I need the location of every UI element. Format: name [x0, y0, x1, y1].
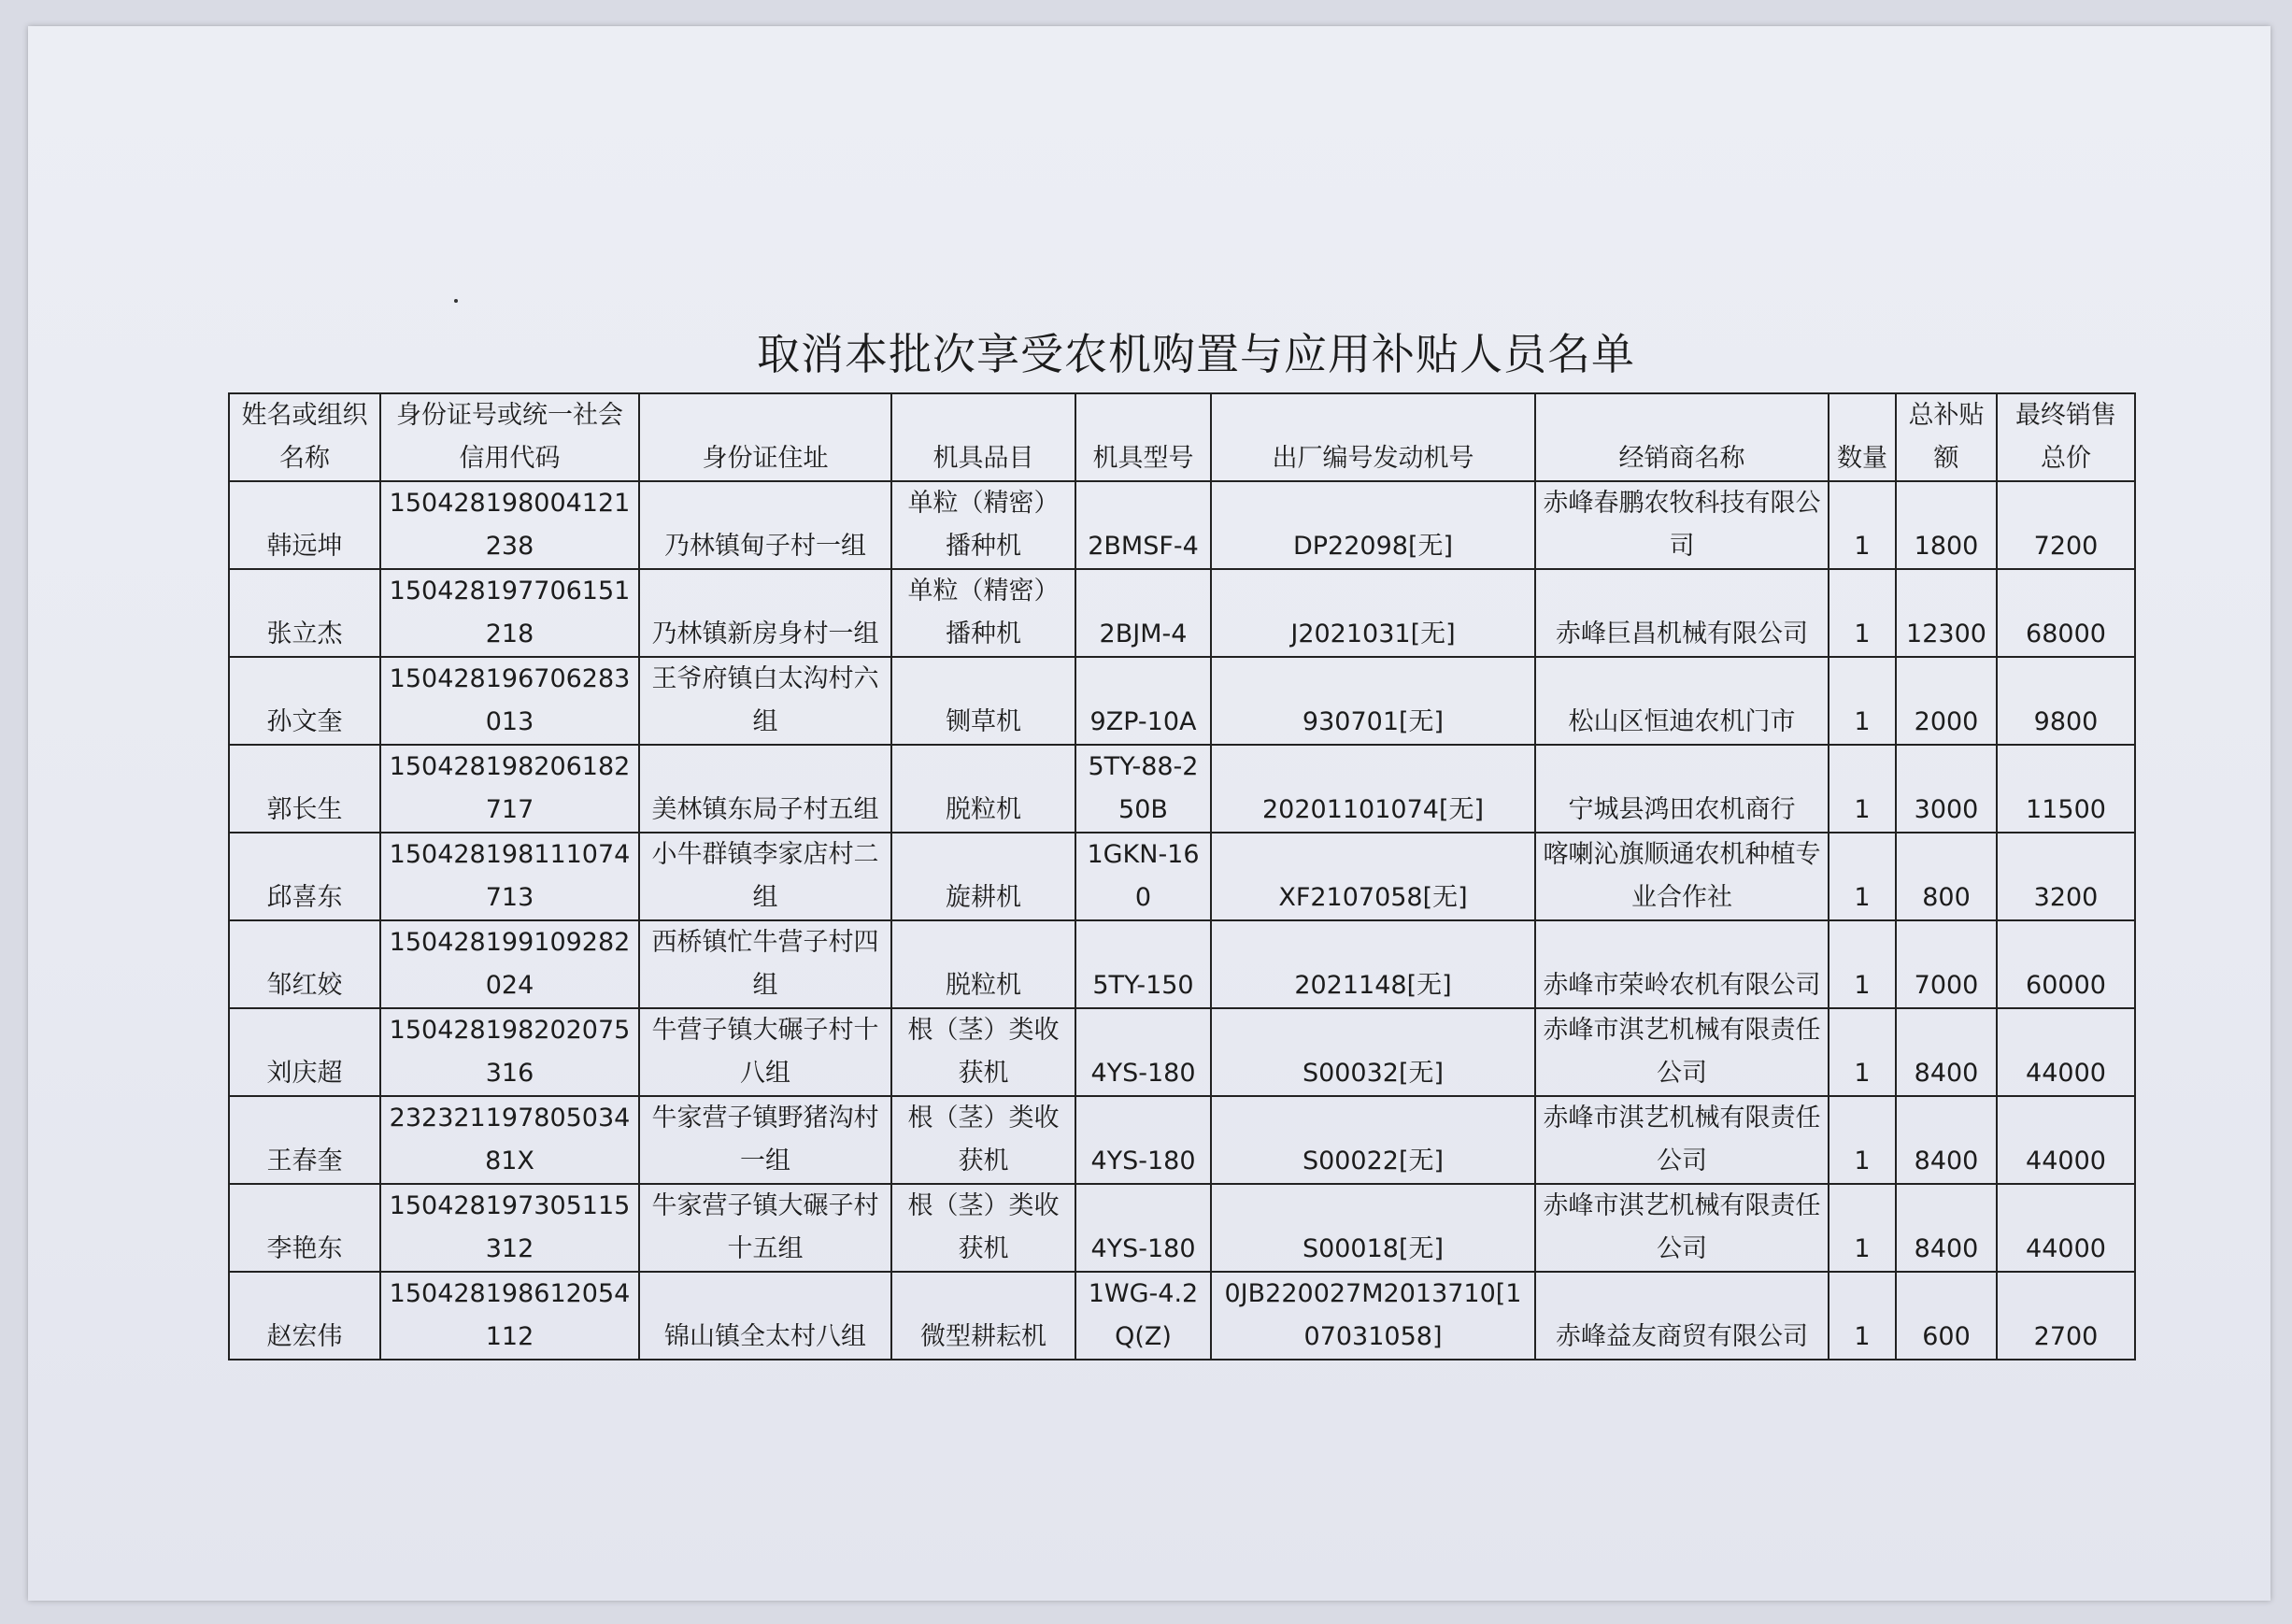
cell-dealer: 赤峰市淇艺机械有限责任公司 [1535, 1096, 1829, 1184]
cell-subsidy: 1800 [1896, 481, 1997, 569]
table-row [229, 1272, 2135, 1360]
cell-category: 根（茎）类收获机 [891, 1008, 1075, 1096]
cell-name: 赵宏伟 [229, 1272, 380, 1360]
cell-name: 韩远坤 [229, 481, 380, 569]
cell-model: 2BMSF-4 [1075, 481, 1211, 569]
cell-dealer: 赤峰市淇艺机械有限责任公司 [1535, 1184, 1829, 1272]
cell-model: 4YS-180 [1075, 1008, 1211, 1096]
cell-serial: 2021148[无] [1211, 920, 1535, 1008]
cell-subsidy: 8400 [1896, 1184, 1997, 1272]
cell-subsidy: 12300 [1896, 569, 1997, 657]
cell-id-number: 150428198612054112 [380, 1272, 639, 1360]
cell-quantity: 1 [1829, 833, 1896, 920]
document-title: 取消本批次享受农机购置与应用补贴人员名单 [757, 329, 1635, 379]
header-category: 机具品目 [891, 393, 1075, 481]
cell-serial: XF2107058[无] [1211, 833, 1535, 920]
cell-category: 单粒（精密）播种机 [891, 481, 1075, 569]
cell-quantity: 1 [1829, 1272, 1896, 1360]
header-dealer: 经销商名称 [1535, 393, 1829, 481]
table-row [229, 657, 2135, 745]
table-row [229, 569, 2135, 657]
cell-id-number: 150428198202075316 [380, 1008, 639, 1096]
cell-id-number: 150428199109282024 [380, 920, 639, 1008]
cell-model: 1GKN-160 [1075, 833, 1211, 920]
cell-dealer: 赤峰春鹏农牧科技有限公司 [1535, 481, 1829, 569]
cell-dealer: 赤峰巨昌机械有限公司 [1535, 569, 1829, 657]
cell-category: 微型耕耘机 [891, 1272, 1075, 1360]
cell-model: 2BJM-4 [1075, 569, 1211, 657]
cell-model: 5TY-88-250B [1075, 745, 1211, 833]
cell-serial: J2021031[无] [1211, 569, 1535, 657]
table-row [229, 1184, 2135, 1272]
cell-subsidy: 8400 [1896, 1096, 1997, 1184]
cell-subsidy: 3000 [1896, 745, 1997, 833]
cell-id-number: 150428197706151218 [380, 569, 639, 657]
cell-serial: S00022[无] [1211, 1096, 1535, 1184]
cell-model: 9ZP-10A [1075, 657, 1211, 745]
cell-id-number: 23232119780503481X [380, 1096, 639, 1184]
cell-name: 郭长生 [229, 745, 380, 833]
cell-subsidy: 8400 [1896, 1008, 1997, 1096]
cell-name: 王春奎 [229, 1096, 380, 1184]
cell-id-number: 150428196706283013 [380, 657, 639, 745]
cell-category: 根（茎）类收获机 [891, 1096, 1075, 1184]
cell-subsidy: 2000 [1896, 657, 1997, 745]
cell-category: 铡草机 [891, 657, 1075, 745]
cell-address: 美林镇东局子村五组 [639, 745, 891, 833]
cell-serial: 0JB220027M2013710[107031058] [1211, 1272, 1535, 1360]
paper-sheet [28, 26, 2271, 1601]
cell-name: 邱喜东 [229, 833, 380, 920]
cell-price: 60000 [1997, 920, 2135, 1008]
cell-address: 牛家营子镇野猪沟村一组 [639, 1096, 891, 1184]
header-subsidy: 总补贴额 [1896, 393, 1997, 481]
cell-dealer: 赤峰市荣岭农机有限公司 [1535, 920, 1829, 1008]
cell-price: 44000 [1997, 1184, 2135, 1272]
header-name: 姓名或组织名称 [229, 393, 380, 481]
cell-name: 刘庆超 [229, 1008, 380, 1096]
cell-quantity: 1 [1829, 1096, 1896, 1184]
cell-subsidy: 7000 [1896, 920, 1997, 1008]
cell-price: 3200 [1997, 833, 2135, 920]
header-id: 身份证号或统一社会信用代码 [380, 393, 639, 481]
cell-category: 单粒（精密）播种机 [891, 569, 1075, 657]
cell-quantity: 1 [1829, 569, 1896, 657]
cell-address: 牛营子镇大碾子村十八组 [639, 1008, 891, 1096]
cell-subsidy: 600 [1896, 1272, 1997, 1360]
cell-name: 孙文奎 [229, 657, 380, 745]
header-address: 身份证住址 [639, 393, 891, 481]
cell-name: 张立杰 [229, 569, 380, 657]
cell-serial: 930701[无] [1211, 657, 1535, 745]
cell-name: 李艳东 [229, 1184, 380, 1272]
cell-price: 7200 [1997, 481, 2135, 569]
cell-quantity: 1 [1829, 920, 1896, 1008]
cell-dealer: 赤峰市淇艺机械有限责任公司 [1535, 1008, 1829, 1096]
cell-quantity: 1 [1829, 481, 1896, 569]
cell-model: 4YS-180 [1075, 1096, 1211, 1184]
cell-model: 5TY-150 [1075, 920, 1211, 1008]
table-header-row [229, 393, 2135, 481]
cell-quantity: 1 [1829, 657, 1896, 745]
header-price: 最终销售总价 [1997, 393, 2135, 481]
cell-serial: 20201101074[无] [1211, 745, 1535, 833]
header-serial: 出厂编号发动机号 [1211, 393, 1535, 481]
cell-address: 锦山镇全太村八组 [639, 1272, 891, 1360]
cell-quantity: 1 [1829, 745, 1896, 833]
cell-price: 11500 [1997, 745, 2135, 833]
cell-dealer: 松山区恒迪农机门市 [1535, 657, 1829, 745]
cell-id-number: 150428198111074713 [380, 833, 639, 920]
cell-price: 44000 [1997, 1096, 2135, 1184]
cell-dealer: 喀喇沁旗顺通农机种植专业合作社 [1535, 833, 1829, 920]
cell-category: 脱粒机 [891, 745, 1075, 833]
cell-address: 西桥镇忙牛营子村四组 [639, 920, 891, 1008]
cell-model: 1WG-4.2Q(Z) [1075, 1272, 1211, 1360]
cell-subsidy: 800 [1896, 833, 1997, 920]
subsidy-cancellation-table [228, 392, 2136, 1360]
header-qty: 数量 [1829, 393, 1896, 481]
table-row [229, 920, 2135, 1008]
header-model: 机具型号 [1075, 393, 1211, 481]
cell-serial: S00032[无] [1211, 1008, 1535, 1096]
cell-quantity: 1 [1829, 1008, 1896, 1096]
cell-category: 根（茎）类收获机 [891, 1184, 1075, 1272]
cell-address: 牛家营子镇大碾子村十五组 [639, 1184, 891, 1272]
cell-price: 68000 [1997, 569, 2135, 657]
cell-category: 脱粒机 [891, 920, 1075, 1008]
cell-name: 邹红姣 [229, 920, 380, 1008]
table-row [229, 1008, 2135, 1096]
cell-serial: S00018[无] [1211, 1184, 1535, 1272]
cell-price: 9800 [1997, 657, 2135, 745]
cell-dealer: 赤峰益友商贸有限公司 [1535, 1272, 1829, 1360]
cell-address: 乃林镇甸子村一组 [639, 481, 891, 569]
cell-address: 乃林镇新房身村一组 [639, 569, 891, 657]
cell-category: 旋耕机 [891, 833, 1075, 920]
cell-dealer: 宁城县鸿田农机商行 [1535, 745, 1829, 833]
cell-id-number: 150428198206182717 [380, 745, 639, 833]
table-row [229, 1096, 2135, 1184]
cell-serial: DP22098[无] [1211, 481, 1535, 569]
ink-dot [454, 299, 458, 303]
table-row [229, 745, 2135, 833]
cell-price: 44000 [1997, 1008, 2135, 1096]
table-row [229, 833, 2135, 920]
cell-address: 小牛群镇李家店村二组 [639, 833, 891, 920]
cell-address: 王爷府镇白太沟村六组 [639, 657, 891, 745]
cell-price: 2700 [1997, 1272, 2135, 1360]
cell-quantity: 1 [1829, 1184, 1896, 1272]
cell-id-number: 150428198004121238 [380, 481, 639, 569]
cell-id-number: 150428197305115312 [380, 1184, 639, 1272]
table-row [229, 481, 2135, 569]
cell-model: 4YS-180 [1075, 1184, 1211, 1272]
